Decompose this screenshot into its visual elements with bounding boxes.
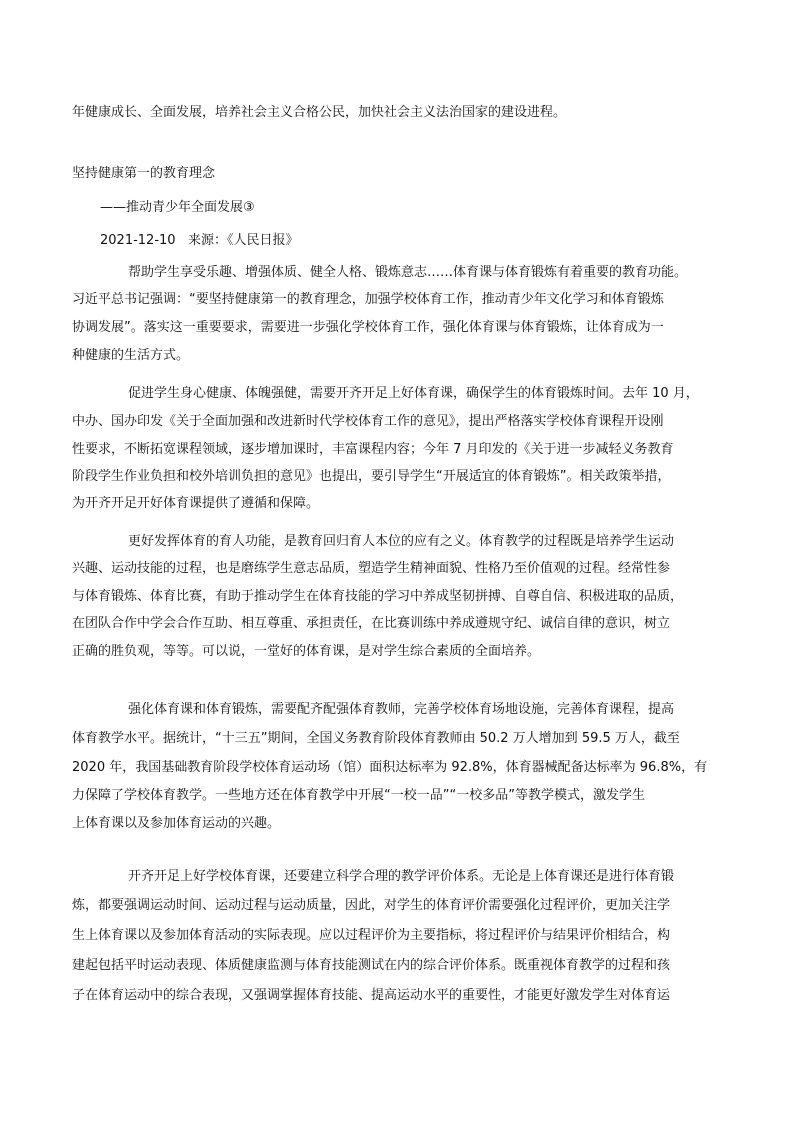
paragraph-line: 促进学生身心健康、体魄强健，需要开齐开足上好体育课，确保学生的体育锻炼时间。去年 10 月， (128, 386, 699, 401)
paragraph-line: 为开齐开足开好体育课提供了遵循和保障。 (72, 496, 320, 511)
paragraph-line: 性要求，不断拓宽课程领域，逐步增加课时，丰富课程内容；今年 7 月印发的《关于进一步减轻义务教育 (72, 442, 674, 457)
paragraph-line: 子在体育运动中的综合表现，又强调掌握体育技能、提高运动水平的重要性，才能更好激发学生对体育运 (72, 988, 671, 1003)
article-date: 2021-12-10 (100, 233, 176, 248)
paragraph-line: 建起包括平时运动表现、体质健康监测与体育技能测试在内的综合评价体系。既重视体育教学的过程和孩 (72, 958, 671, 973)
paragraph-line: 炼，都要强调运动时间、运动过程与运动质量，因此，对学生的体育评价需要强化过程评价，更加关注学 (72, 898, 671, 913)
paragraph-line: 更好发挥体育的育人功能，是教育回归育人本位的应有之义。体育教学的过程既是培养学生运动 (128, 534, 675, 549)
paragraph-line: 正确的胜负观，等等。可以说，一堂好的体育课，是对学生综合素质的全面培养。 (72, 644, 541, 659)
paragraph-line: 阶段学生作业负担和校外培训负担的意见》也提出，要引导学生“开展适宜的体育锻炼”。相关政策举措， (72, 469, 671, 484)
paragraph-line: 中办、国办印发《关于全面加强和改进新时代学校体育工作的意见》，提出严格落实学校体育课程开设刚 (72, 414, 664, 429)
paragraph-line: 习近平总书记强调：“要坚持健康第一的教育理念，加强学校体育工作，推动青少年文化学习和体育锻炼 (72, 292, 664, 307)
paragraph-line: 协调发展”。落实这一重要要求，需要进一步强化学校体育工作，强化体育课与体育锻炼，让体育成为一 (72, 320, 664, 335)
article-source: 来源：《人民日报》 (187, 233, 299, 248)
paragraph-line: 体育教学水平。据统计，“十三五”期间，全国义务教育阶段体育教师由 50.2 万人增加到 59.5 万人，截至 (72, 731, 680, 746)
paragraph-line: 生上体育课以及参加体育活动的实际表现。应以过程评价为主要指标，将过程评价与结果评价相结合，构 (72, 928, 671, 943)
paragraph-line: 兴趣、运动技能的过程，也是磨练学生意志品质，塑造学生精神面貌、性格乃至价值观的过程。经常性参 (72, 561, 671, 576)
paragraph-line: 上体育课以及参加体育运动的兴趣。 (72, 816, 281, 831)
paragraph-line: 种健康的生活方式。 (72, 348, 190, 363)
paragraph-line: 与体育锻炼、体育比赛，有助于推动学生在体育技能的学习中养成坚韧拼搏、自尊自信、积极进取的品质， (72, 589, 684, 604)
article-subtitle: ——推动青少年全面发展③ (100, 200, 255, 215)
paragraph-line: 帮助学生享受乐趣、增强体质、健全人格、锻炼意志……体育课与体育锻炼有着重要的教育功能。 (128, 265, 688, 280)
paragraph-line: 在团队合作中学会合作互助、相互尊重、承担责任，在比赛训练中养成遵规守纪、诚信自律的意识，树立 (72, 616, 671, 631)
paragraph-line: 力保障了学校体育教学。一些地方还在体育教学中开展“一校一品”“一校多品”等教学模式，激发学生 (72, 788, 645, 803)
article-title: 坚持健康第一的教育理念 (72, 166, 216, 181)
lead-line: 年健康成长、全面发展，培养社会主义合格公民，加快社会主义法治国家的建设进程。 (72, 105, 567, 120)
article-meta (100, 231, 752, 251)
paragraph-line: 开齐开足上好学校体育课，还要建立科学合理的教学评价体系。无论是上体育课还是进行体育锻 (128, 869, 675, 884)
paragraph-line: 2020 年，我国基础教育阶段学校体育运动场（馆）面积达标率为 92.8%，体育器械配备达标率为 96.8%，有 (72, 760, 708, 775)
paragraph-line: 强化体育课和体育锻炼，需要配齐配强体育教师，完善学校体育场地设施，完善体育课程，提高 (128, 702, 675, 717)
